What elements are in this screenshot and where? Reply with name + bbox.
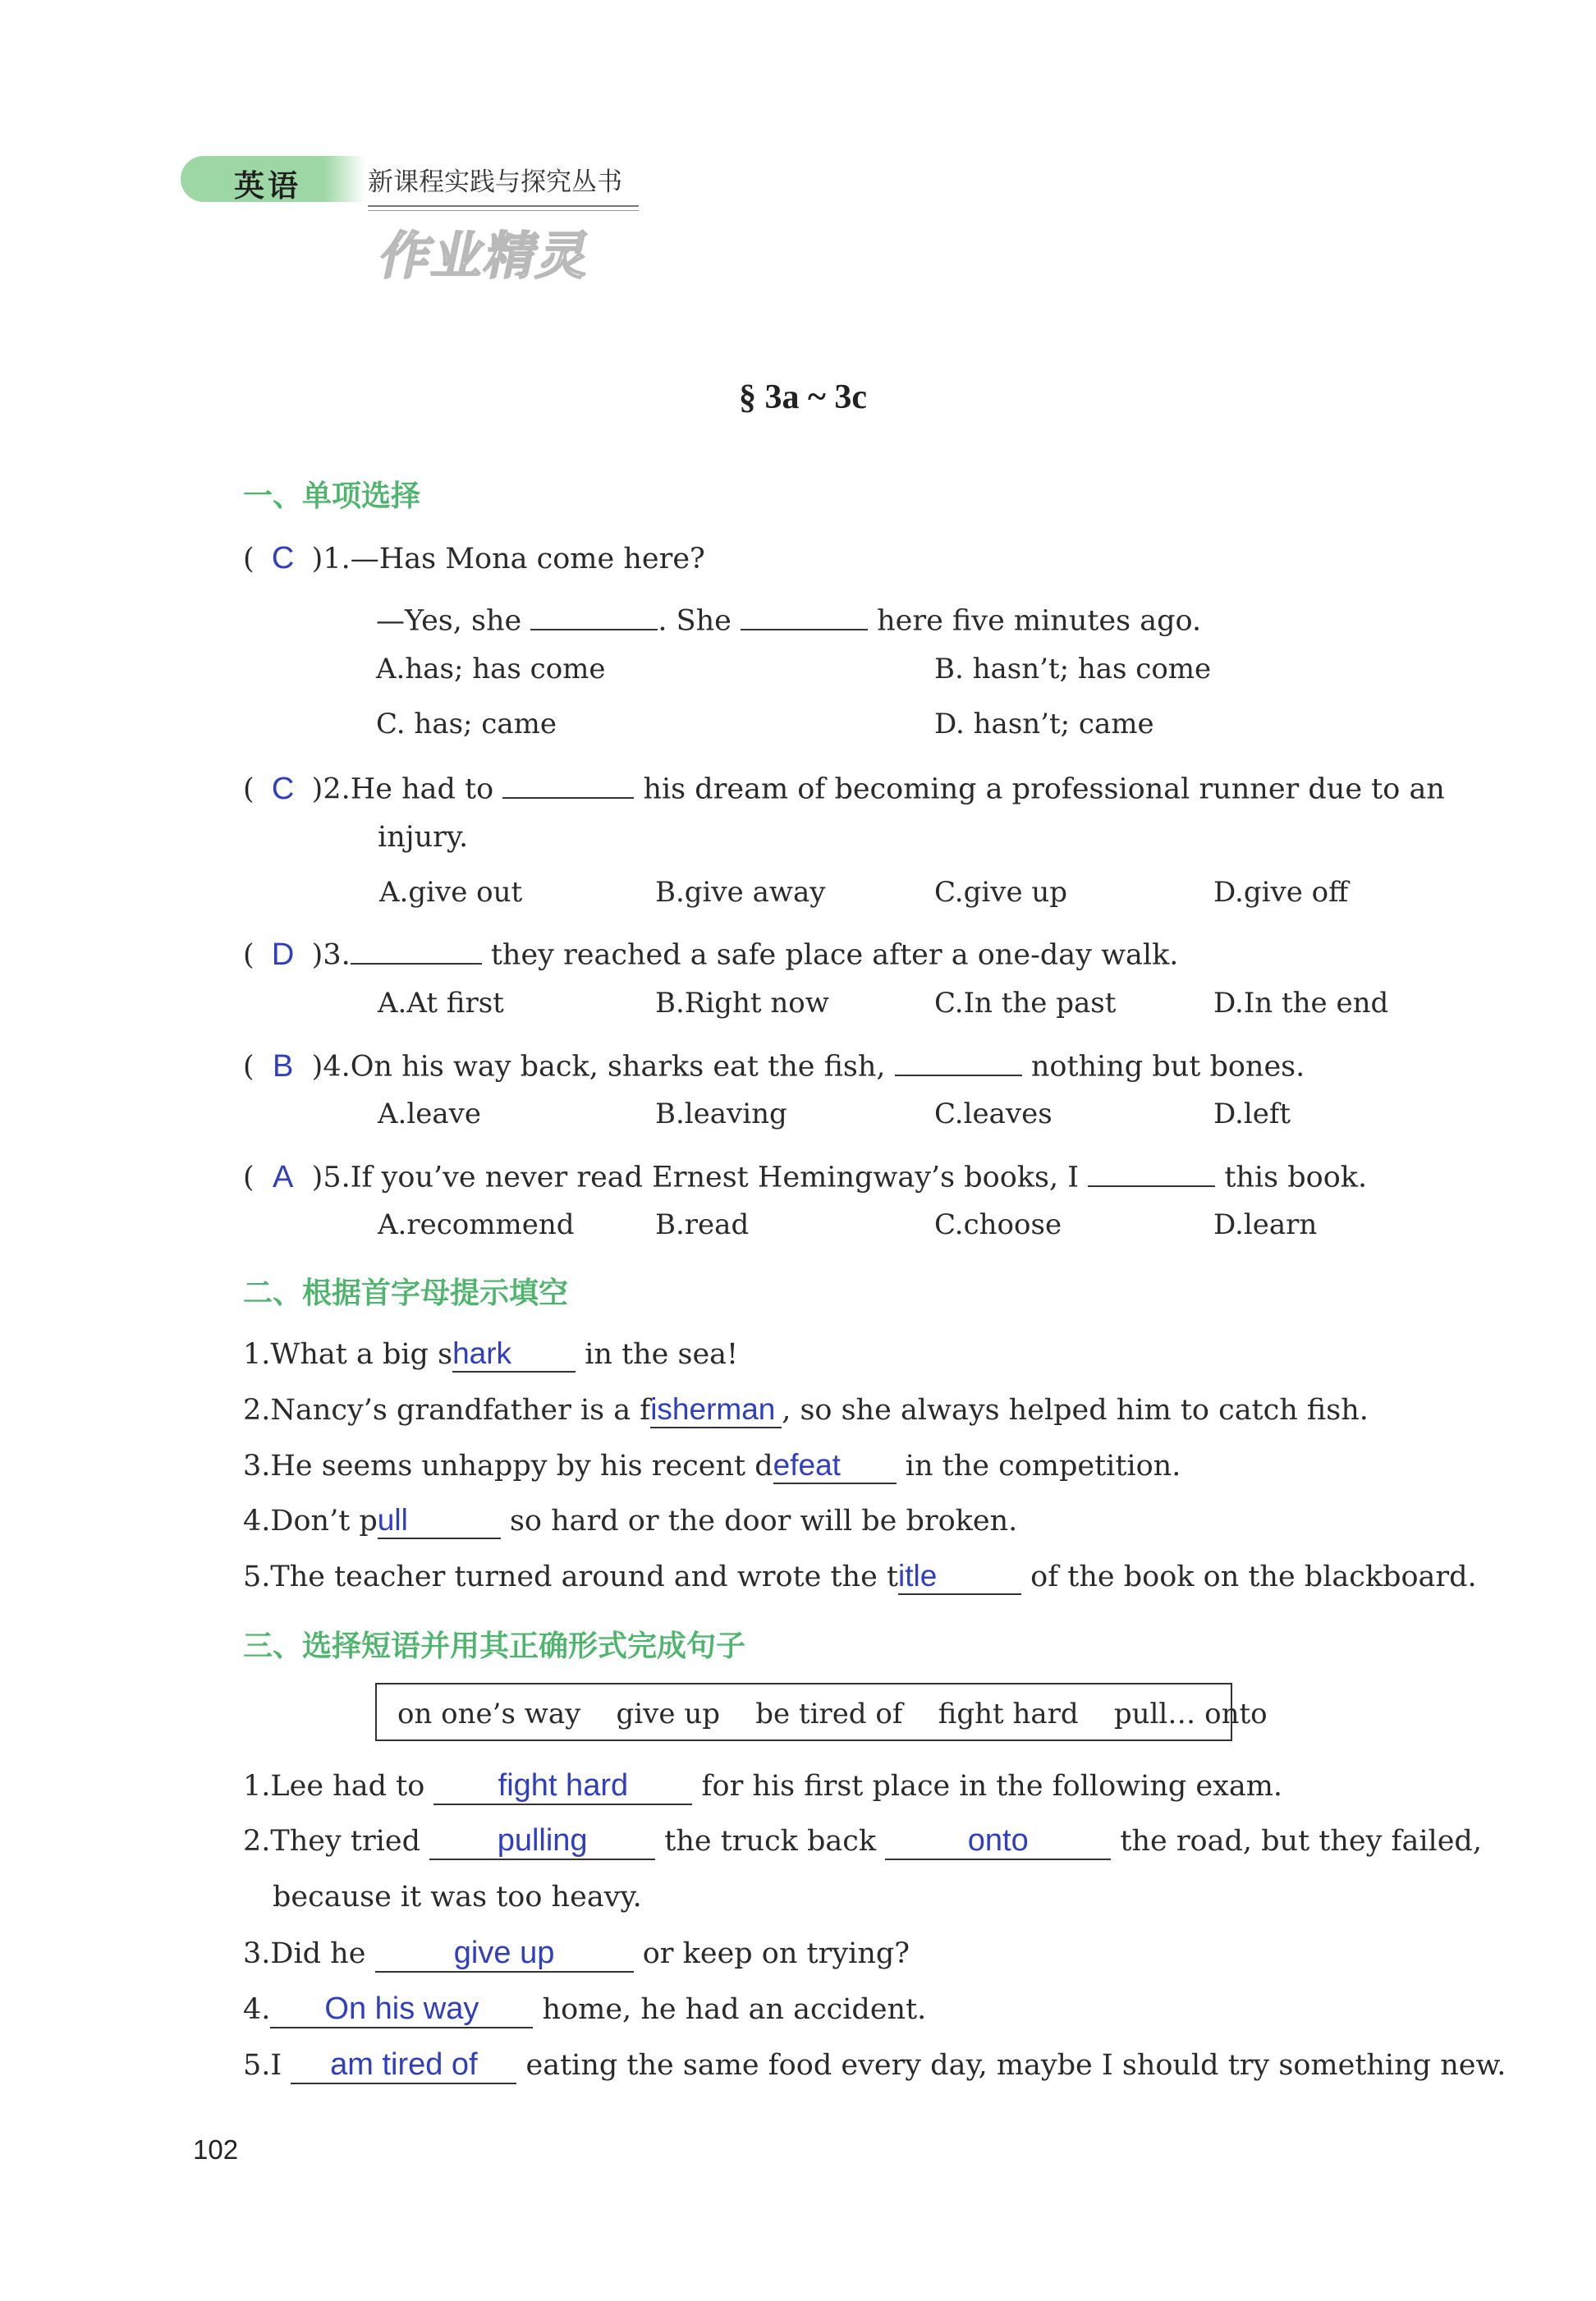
option[interactable]: C. has; came <box>376 708 557 740</box>
option[interactable]: C.choose <box>934 1208 1062 1241</box>
header-rule <box>368 205 639 207</box>
mc-answer: C <box>271 541 295 575</box>
part3-title: 三、选择短语并用其正确形式完成句子 <box>243 1629 746 1662</box>
phrase-answer[interactable]: onto <box>885 1824 1111 1860</box>
phrase-item-3: 3.Did he give up or keep on trying? <box>243 1937 910 1973</box>
mc-q1-line2: —Yes, she . She here five minutes ago. <box>376 597 1201 638</box>
mc-answer: C <box>271 771 295 806</box>
option[interactable]: D.learn <box>1213 1208 1318 1241</box>
option[interactable]: C.leaves <box>934 1098 1053 1130</box>
fill-answer[interactable]: isherman <box>650 1393 782 1428</box>
option[interactable]: A.has; has come <box>376 653 606 685</box>
phrase-answer[interactable]: On his way <box>270 1992 533 2028</box>
option[interactable]: A.At first <box>378 987 504 1020</box>
option[interactable]: D. hasn’t; came <box>934 708 1154 740</box>
option[interactable]: B. hasn’t; has come <box>934 653 1212 685</box>
phrase-answer[interactable]: give up <box>375 1937 634 1973</box>
fill-item-3: 3.He seems unhappy by his recent defeat in the competition. <box>243 1448 1181 1483</box>
mc-q3: ( D )3. they reached a safe place after a one-day walk. <box>243 931 1178 972</box>
phrase-answer[interactable]: am tired of <box>291 2048 516 2084</box>
fill-item-5: 5.The teacher turned around and wrote the title of the book on the blackboard. <box>243 1559 1477 1593</box>
option[interactable]: A.leave <box>378 1098 481 1130</box>
option[interactable]: D.left <box>1213 1098 1291 1130</box>
option[interactable]: D.In the end <box>1213 987 1389 1020</box>
mc-q2-cont: injury. <box>378 821 469 854</box>
header-rule-2 <box>368 210 639 211</box>
option[interactable]: C.In the past <box>934 987 1117 1020</box>
phrase-item-4: 4. On his way home, he had an accident. <box>243 1992 926 2028</box>
fill-answer[interactable]: ull <box>378 1504 501 1539</box>
blank[interactable] <box>741 597 868 630</box>
option[interactable]: B.read <box>655 1208 750 1241</box>
fill-answer[interactable]: hark <box>452 1337 576 1373</box>
page-number: 102 <box>193 2134 239 2165</box>
option[interactable]: A.give out <box>379 876 523 909</box>
option[interactable]: C.give up <box>934 876 1068 909</box>
phrase-box-text: on one’s way give up be tired of fight hard pull… onto <box>397 1698 1268 1730</box>
option[interactable]: B.leaving <box>655 1098 787 1130</box>
blank[interactable] <box>351 931 482 965</box>
blank[interactable] <box>502 765 634 799</box>
mc-q4: ( B )4.On his way back, sharks eat the fish, nothing but bones. <box>243 1043 1305 1084</box>
mc-answer: A <box>272 1159 294 1194</box>
blank[interactable] <box>895 1043 1022 1076</box>
option[interactable]: D.give off <box>1213 876 1349 909</box>
mc-q2: ( C )2.He had to his dream of becoming a professional runner due to an <box>243 765 1445 806</box>
blank[interactable] <box>530 597 658 630</box>
phrase-item-2-cont: because it was too heavy. <box>273 1881 642 1914</box>
option[interactable]: B.give away <box>655 876 826 909</box>
option[interactable]: A.recommend <box>378 1208 575 1241</box>
phrase-answer[interactable]: fight hard <box>433 1769 692 1805</box>
option[interactable]: B.Right now <box>655 987 829 1020</box>
fill-answer[interactable]: itle <box>898 1560 1021 1595</box>
mc-q1: ( C )1.—Has Mona come here? <box>243 541 705 575</box>
fill-item-4: 4.Don’t pull so hard or the door will be broken. <box>243 1503 1018 1538</box>
mc-answer: D <box>271 937 295 972</box>
mc-q5: ( A )5.If you’ve never read Ernest Hemingway’s books, I this book. <box>243 1153 1367 1194</box>
series-title: 新课程实践与探究丛书 <box>368 167 622 197</box>
phrase-item-5: 5.I am tired of eating the same food every day, maybe I should try something new. <box>243 2048 1506 2084</box>
mc-answer: B <box>272 1048 294 1084</box>
subject-label: 英语 <box>234 169 301 203</box>
subject-tab-fade <box>324 156 365 202</box>
blank[interactable] <box>1088 1153 1215 1187</box>
phrase-answer[interactable]: pulling <box>429 1824 655 1860</box>
phrase-item-2: 2.They tried pulling the truck back onto the road, but they failed, <box>243 1824 1482 1860</box>
watermark: 作业精灵 <box>374 228 598 285</box>
phrase-item-1: 1.Lee had to fight hard for his first place in the following exam. <box>243 1769 1282 1805</box>
part2-title: 二、根据首字母提示填空 <box>243 1276 569 1309</box>
section-title: § 3a ~ 3c <box>739 378 867 416</box>
fill-item-1: 1.What a big shark in the sea! <box>243 1336 739 1371</box>
fill-answer[interactable]: efeat <box>773 1449 897 1484</box>
fill-item-2: 2.Nancy’s grandfather is a fisherman , so she always helped him to catch fish. <box>243 1392 1369 1427</box>
part1-title: 一、单项选择 <box>243 479 421 512</box>
